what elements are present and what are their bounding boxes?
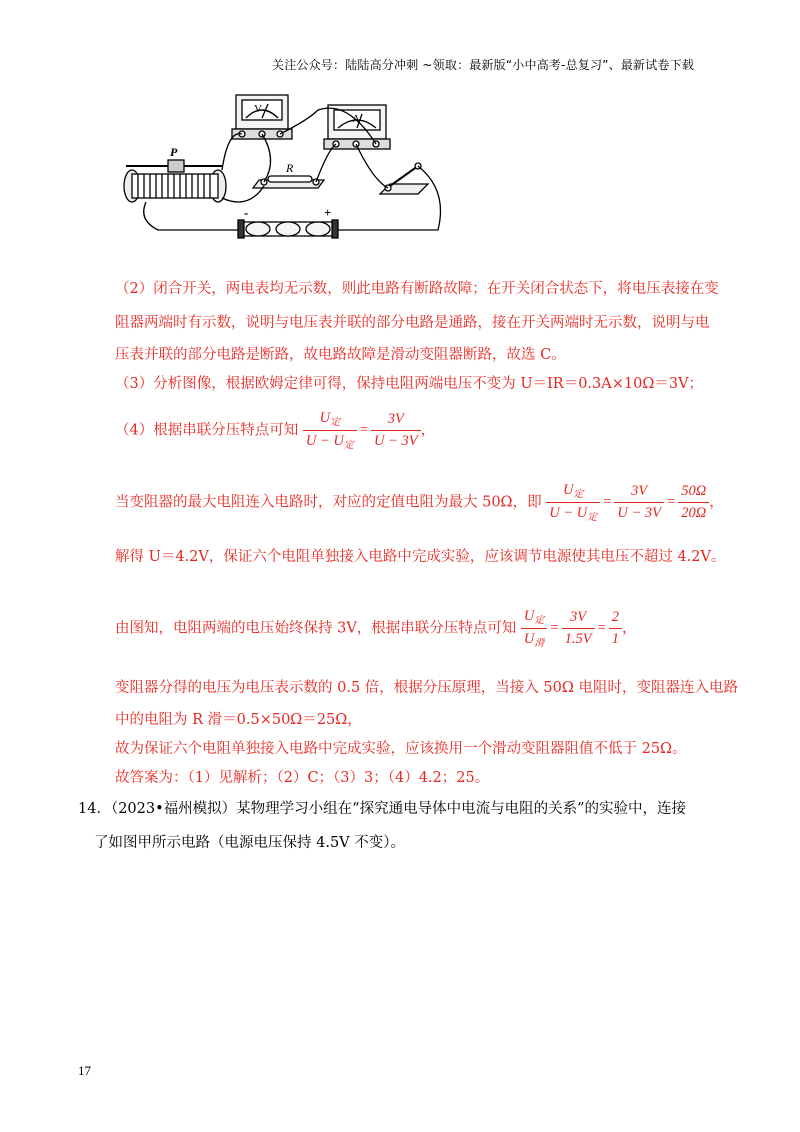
answer-p2-line1: （2）闭合开关，两电表均无示数，则此电路有断路故障；在开关闭合状态下，将电压表接在变: [115, 281, 719, 297]
minus-sign: -: [244, 205, 249, 220]
answer-p4-lead: （4）根据串联分压特点可知: [115, 422, 299, 439]
page-header: 关注公众号：陆陆高分冲刺 ~领取：最新版“小中高考-总复习”、最新试卷下载: [272, 58, 695, 72]
answer-p8-line2: 中的电阻为 R 滑＝0.5×50Ω＝25Ω，: [115, 712, 362, 728]
answer-p5-lead: 当变阻器的最大电阻连入电路时，对应的定值电阻为最大 50Ω，即: [115, 494, 542, 511]
answer-p7: 由图知，电阻两端的电压始终保持 3V，根据串联分压特点可知 $\frac{U_定}{U_滑}$ = $\frac{3V}{1.5V}$ = $\frac{2}{1}$ ，: [115, 608, 637, 649]
question-14-line2: 了如图甲所示电路（电源电压保持 4.5V 不变）。: [94, 835, 405, 851]
plus-sign: +: [324, 205, 332, 220]
battery-icon: [238, 220, 338, 238]
answer-p2-line3: 压表并联的部分电路是断路，故电路故障是滑动变阻器断路，故选 C。: [115, 347, 566, 363]
fraction-2b: $\frac{3V}{U - 3V}$: [614, 483, 664, 522]
answer-p10: 故答案为：（1）见解析；（2）C；（3）3；（4）4.2；25。: [115, 770, 490, 786]
fraction-2a: $\frac{U_定}{U - U_定}$: [546, 482, 600, 523]
question-14-line1: 14．（2023•福州模拟）某物理学习小组在“探究通电导体中电流与电阻的关系”的实验中，连接: [78, 801, 686, 817]
circuit-diagram: [118, 90, 538, 250]
fraction-1a: $\frac{U_定}{U - U_定}$: [303, 410, 357, 451]
answer-p2-line2: 阻器两端时有示数，说明与电压表并联的部分电路是通路，接在开关两端时无示数，说明与电: [115, 315, 710, 331]
ammeter-icon: [324, 105, 390, 149]
answer-p9: 故为保证六个电阻单独接入电路中完成实验，应该换用一个滑动变阻器阻值不低于 25Ω。: [115, 741, 687, 757]
fraction-3a: $\frac{U_定}{U_滑}$: [521, 608, 547, 649]
ammeter-label: A: [352, 113, 360, 125]
rheostat-icon: [124, 160, 226, 202]
resistor-label: R: [286, 161, 294, 175]
answer-p7-lead: 由图知，电阻两端的电压始终保持 3V，根据串联分压特点可知: [115, 620, 517, 637]
answer-p4: （4）根据串联分压特点可知 $\frac{U_定}{U - U_定}$ = $\frac{3V}{U - 3V}$ ，: [115, 410, 436, 451]
answer-p8-line1: 变阻器分得的电压为电压表示数的 0.5 倍，根据分压原理，当接入 50Ω 电阻时，变阻器连入电路: [115, 680, 738, 696]
fraction-3b: $\frac{3V}{1.5V}$: [562, 609, 595, 648]
answer-p3: （3）分析图像，根据欧姆定律可得，保持电阻两端电压不变为 U＝IR＝0.3A×10Ω＝3V；: [115, 376, 704, 392]
voltmeter-label: V: [254, 103, 262, 115]
slider-label: P: [170, 145, 178, 159]
fraction-3c: $\frac{2}{1}$: [609, 609, 622, 648]
answer-p6: 解得 U＝4.2V，保证六个电阻单独接入电路中完成实验，应该调节电源使其电压不超过 4.2V。: [115, 549, 726, 565]
fraction-2c: $\frac{50\Omega}{20\Omega}$: [678, 483, 709, 522]
fraction-1b: $\frac{3V}{U - 3V}$: [371, 411, 421, 450]
answer-p5: 当变阻器的最大电阻连入电路时，对应的定值电阻为最大 50Ω，即 $\frac{U_定}{U - U_定}$ = $\frac{3V}{U - 3V}$ = $\frac{50\Omega}{20\Omega}$ ，: [115, 482, 724, 523]
page-number: 17: [78, 1063, 91, 1078]
